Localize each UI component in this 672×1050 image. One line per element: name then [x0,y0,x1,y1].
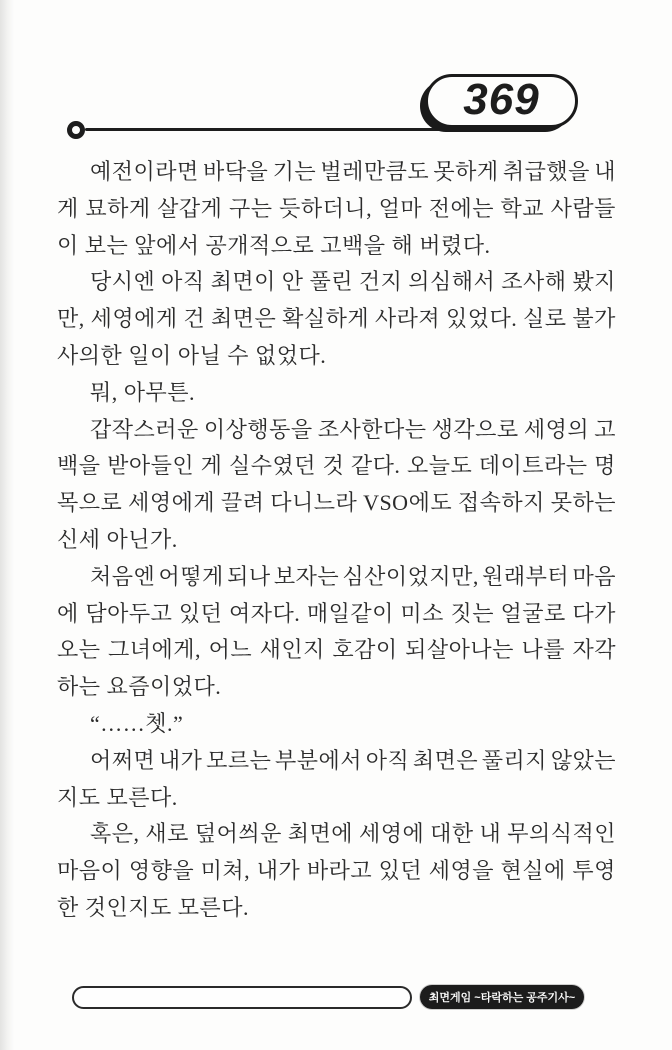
text-line: 신세 아닌가. [57,526,178,552]
text-line: 오는 그녀에게, 어느 새인지 호감이 되살아나는 나를 자각 [57,637,616,663]
text-line: 이 보는 앞에서 공개적으로 고백을 해 버렸다. [57,232,491,258]
text-line: 만, 세영에게 건 최면은 확실하게 사라져 있었다. 실로 불가 [57,306,616,332]
header-rule [85,128,441,131]
text-line: 백을 받아들인 게 실수였던 것 같다. 오늘도 데이트라는 명 [57,453,616,479]
text-line: 지도 모른다. [57,784,178,810]
text-line: “……쳇.” [90,710,184,736]
body-text [57,154,616,927]
series-title: 최면게임 ~타락하는 공주기사~ [428,992,576,1004]
text-line: 마음이 영향을 미쳐, 내가 바라고 있던 세영을 현실에 투영 [57,858,616,884]
text-line: 뭐, 아무튼. [90,379,196,405]
text-line: 혹은, 새로 덮어씌운 최면에 세영에 대한 내 무의식적인 [90,821,616,847]
text-line: 어쩌면 내가 모르는 부분에서 아직 최면은 풀리지 않았는 [90,747,616,773]
text-line: 사의한 일이 아닐 수 없었다. [57,342,327,368]
text-line: 하는 요즘이었다. [57,674,222,700]
text-line: 게 묘하게 살갑게 구는 듯하더니, 얼마 전에는 학교 사람들 [57,195,616,221]
text-line: 에 담아두고 있던 여자다. 매일같이 미소 짓는 얼굴로 다가 [57,600,616,626]
page-number-badge [425,74,578,128]
text-line: 목으로 세영에게 끌려 다니느라 VSO에도 접속하지 못하는 [57,490,616,516]
series-title-badge [420,985,584,1009]
page-edge-shadow [0,0,14,1050]
page-number: 369 [463,75,540,124]
text-line: 예전이라면 바닥을 기는 벌레만큼도 못하게 취급했을 내 [90,159,616,184]
text-line: 처음엔 어떻게 되나 보자는 심산이었지만, 원래부터 마음 [90,563,616,589]
text-line: 갑작스러운 이상행동을 조사한다는 생각으로 세영의 고 [90,416,616,442]
footer-chapter-box [72,986,412,1009]
header-ring-icon [67,121,85,139]
text-line: 한 것인지도 모른다. [57,894,250,920]
text-line: 당시엔 아직 최면이 안 풀린 건지 의심해서 조사해 봤지 [90,269,616,295]
